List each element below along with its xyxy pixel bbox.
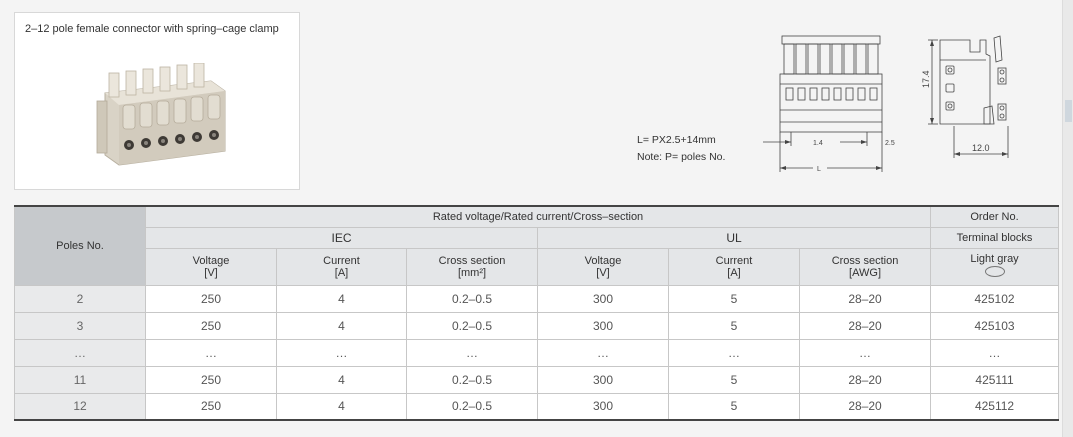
order-number-cell: 425112: [931, 393, 1059, 420]
dim-pitch: 2.5: [885, 140, 895, 147]
order-number-cell: …: [931, 339, 1059, 366]
order-header: Order No.: [931, 206, 1059, 227]
order-number-cell: 425103: [931, 312, 1059, 339]
column-header: Voltage [V]: [146, 248, 277, 285]
iec-current-cell: 4: [277, 285, 407, 312]
iec-current-cell: 4: [277, 312, 407, 339]
iec-voltage-cell: 250: [146, 312, 277, 339]
ul-cross-section-cell: 28–20: [800, 285, 931, 312]
ul-voltage-cell: …: [538, 339, 669, 366]
front-view-drawing: [755, 30, 905, 180]
column-header: Cross section [mm²]: [407, 248, 538, 285]
terminal-blocks-header: Terminal blocks: [931, 227, 1059, 248]
product-caption: 2–12 pole female connector with spring–cage clamp: [25, 23, 279, 35]
column-header: Current [A]: [277, 248, 407, 285]
dim-height: 17.4: [921, 70, 931, 88]
iec-current-cell: 4: [277, 393, 407, 420]
dim-length: L: [817, 166, 821, 173]
length-formula: [637, 132, 725, 166]
ul-cross-section-cell: 28–20: [800, 312, 931, 339]
poles-cell: 11: [15, 366, 146, 393]
column-header: Cross section [AWG]: [800, 248, 931, 285]
ul-voltage-cell: 300: [538, 393, 669, 420]
ul-current-cell: 5: [669, 285, 800, 312]
iec-cross-section-cell: 0.2–0.5: [407, 393, 538, 420]
column-header: Voltage [V]: [538, 248, 669, 285]
side-view-drawing: [918, 30, 1028, 170]
iec-voltage-cell: 250: [146, 366, 277, 393]
scrollbar-thumb[interactable]: [1065, 100, 1072, 122]
poles-cell: …: [15, 339, 146, 366]
iec-header: IEC: [146, 227, 538, 248]
ul-cross-section-cell: 28–20: [800, 393, 931, 420]
scrollbar[interactable]: [1062, 0, 1073, 437]
ul-voltage-cell: 300: [538, 312, 669, 339]
iec-current-cell: 4: [277, 366, 407, 393]
ul-voltage-cell: 300: [538, 285, 669, 312]
iec-voltage-cell: 250: [146, 285, 277, 312]
ul-current-cell: 5: [669, 393, 800, 420]
connector-photo: [83, 63, 233, 178]
ul-current-cell: …: [669, 339, 800, 366]
iec-cross-section-cell: 0.2–0.5: [407, 285, 538, 312]
iec-cross-section-cell: 0.2–0.5: [407, 366, 538, 393]
poles-cell: 3: [15, 312, 146, 339]
ul-cross-section-cell: …: [800, 339, 931, 366]
dim-pitch-offset: 1.4: [813, 140, 823, 147]
table-row: [15, 366, 1059, 393]
ul-cross-section-cell: 28–20: [800, 366, 931, 393]
poles-note: Note: P= poles No.: [637, 151, 726, 163]
iec-cross-section-cell: …: [407, 339, 538, 366]
poles-cell: 12: [15, 393, 146, 420]
ul-current-cell: 5: [669, 312, 800, 339]
table-row: [15, 393, 1059, 420]
spec-table: [14, 205, 1059, 421]
column-header: Current [A]: [669, 248, 800, 285]
product-photo-panel: [14, 12, 300, 190]
table-row: [15, 312, 1059, 339]
length-formula-text: L= PX2.5+14mm: [637, 134, 716, 146]
poles-cell: 2: [15, 285, 146, 312]
order-number-cell: 425111: [931, 366, 1059, 393]
dim-width: 12.0: [972, 143, 990, 153]
iec-current-cell: …: [277, 339, 407, 366]
ul-voltage-cell: 300: [538, 366, 669, 393]
ul-header: UL: [538, 227, 931, 248]
ul-current-cell: 5: [669, 366, 800, 393]
iec-cross-section-cell: 0.2–0.5: [407, 312, 538, 339]
iec-voltage-cell: …: [146, 339, 277, 366]
light-gray-swatch-icon: [985, 266, 1005, 277]
table-row: [15, 339, 1059, 366]
iec-voltage-cell: 250: [146, 393, 277, 420]
rated-group-header: Rated voltage/Rated current/Cross–section: [146, 206, 931, 227]
table-row: [15, 285, 1059, 312]
poles-header: Poles No.: [15, 206, 146, 285]
order-number-cell: 425102: [931, 285, 1059, 312]
color-header: Light gray: [931, 248, 1059, 285]
